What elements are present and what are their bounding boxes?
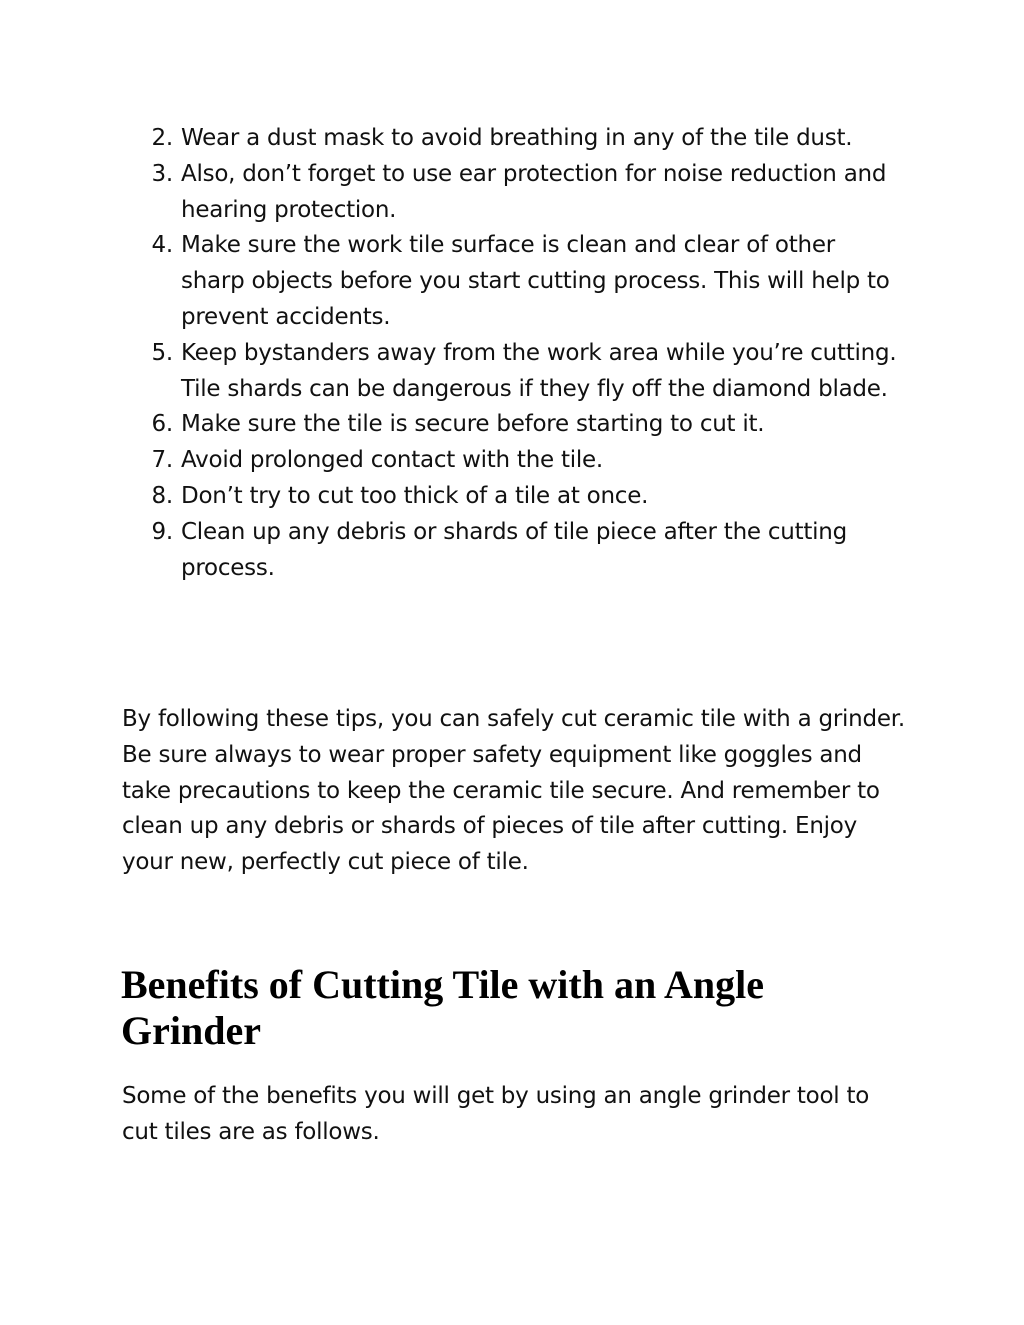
- list-item: [122, 443, 902, 479]
- list-item: [122, 228, 902, 335]
- list-item: [122, 336, 902, 408]
- list-item: [122, 157, 902, 229]
- list-item-text: Clean up any debris or shards of tile piece after the cutting process.: [181, 518, 847, 581]
- list-item: [122, 121, 902, 157]
- list-item-number: 2.: [151, 125, 173, 151]
- list-item-text: Make sure the tile is secure before starting to cut it.: [181, 411, 765, 438]
- list-item: [122, 515, 902, 587]
- list-item-number: 9.: [151, 518, 173, 545]
- list-item-text: Also, don’t forget to use ear protection for noise reduction and hearing protection.: [181, 160, 887, 223]
- section-intro-paragraph: Some of the benefits you will get by using an angle grinder tool to cut tiles are as follows.: [122, 1083, 870, 1145]
- list-item-text: Wear a dust mask to avoid breathing in any of the tile dust.: [181, 125, 853, 151]
- section-heading: Benefits of Cutting Tile with an Angle Grinder: [121, 962, 765, 1053]
- list-item-text: Keep bystanders away from the work area while you’re cutting. Tile shards can be dangerous if they fly off the diamond blade.: [181, 339, 897, 402]
- list-item-number: 8.: [151, 482, 173, 509]
- list-item-text: Don’t try to cut too thick of a tile at once.: [181, 482, 649, 509]
- list-item: [122, 479, 902, 515]
- list-item: [122, 407, 902, 443]
- list-item-number: 4.: [151, 232, 173, 259]
- list-item-text: Avoid prolonged contact with the tile.: [181, 447, 603, 474]
- list-item-number: 7.: [151, 447, 173, 474]
- safety-tips-list: [122, 121, 902, 586]
- list-item-number: 3.: [151, 160, 173, 187]
- closing-paragraph: By following these tips, you can safely cut ceramic tile with a grinder. Be sure always to wear proper safety equipment like goggles and take precautions to keep the ceramic tile secure. And remember to clean up any debris or shards of pieces of tile after cutting. Enjoy your new, perfectly cut piece of tile.: [122, 706, 905, 876]
- list-item-number: 6.: [151, 411, 173, 438]
- list-item-text: Make sure the work tile surface is clean and clear of other sharp objects before you start cutting process. This will help to prevent accidents.: [181, 232, 890, 330]
- list-item-number: 5.: [151, 339, 173, 366]
